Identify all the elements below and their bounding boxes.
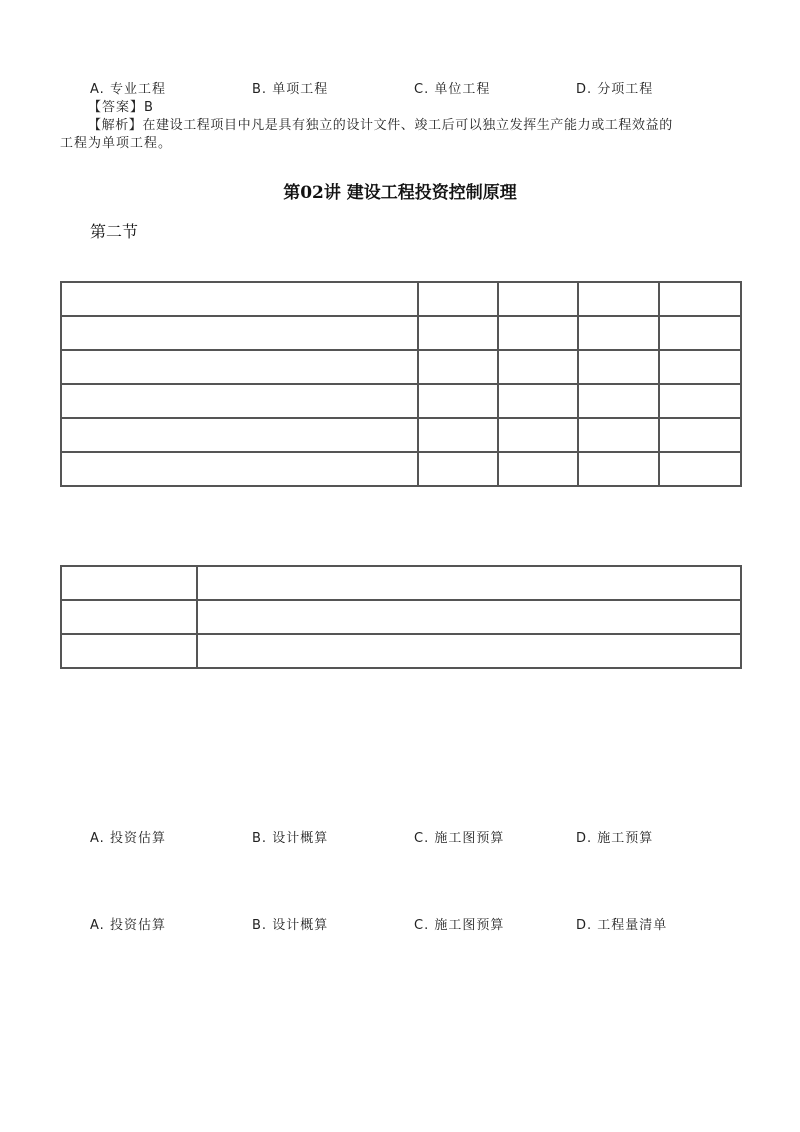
analysis-line-2: 工程为单项工程。	[60, 136, 173, 151]
table-cell	[578, 282, 659, 316]
table-cell	[498, 384, 578, 418]
table-cell	[578, 316, 659, 350]
table-cell	[578, 384, 659, 418]
q3-option-d	[576, 914, 667, 933]
option-letter: B.	[252, 918, 268, 933]
table-row	[61, 566, 741, 600]
table-cell	[61, 600, 197, 634]
table-cell	[418, 384, 498, 418]
option-letter: A.	[90, 82, 105, 97]
q2-option-b	[252, 827, 328, 846]
option-text: 设计概算	[272, 831, 329, 846]
option-text: 施工图预算	[434, 918, 505, 933]
option-text: 设计概算	[272, 918, 329, 933]
table-row	[61, 282, 741, 316]
table-cell	[61, 350, 418, 384]
table-cell	[61, 566, 197, 600]
q1-option-a	[90, 78, 166, 97]
table-1	[60, 281, 742, 487]
table-cell	[659, 350, 741, 384]
option-text: 单项工程	[272, 82, 329, 97]
table-cell	[61, 452, 418, 486]
analysis-line-1: 【解析】在建设工程项目中凡是具有独立的设计文件、竣工后可以独立发挥生产能力或工程效益的	[88, 118, 673, 133]
table-cell	[418, 418, 498, 452]
option-letter: C.	[414, 918, 430, 933]
table-cell	[61, 316, 418, 350]
table-row	[61, 634, 741, 668]
option-text: 单位工程	[434, 82, 491, 97]
table-cell	[197, 566, 741, 600]
option-letter: A.	[90, 918, 105, 933]
table-cell	[498, 316, 578, 350]
table-cell	[197, 600, 741, 634]
q1-option-c	[414, 78, 490, 97]
table-cell	[659, 384, 741, 418]
table-cell	[61, 634, 197, 668]
option-letter: C.	[414, 831, 430, 846]
table-cell	[578, 418, 659, 452]
option-text: 施工预算	[597, 831, 654, 846]
option-letter: B.	[252, 82, 268, 97]
option-text: 施工图预算	[434, 831, 505, 846]
table-row	[61, 350, 741, 384]
table-2	[60, 565, 742, 669]
table-cell	[61, 282, 418, 316]
section-title: 第二节	[90, 222, 139, 241]
option-letter: C.	[414, 82, 430, 97]
answer-line: 【答案】B	[88, 100, 154, 115]
table-cell	[659, 418, 741, 452]
table-row	[61, 600, 741, 634]
q2-option-d	[576, 827, 653, 846]
option-letter: A.	[90, 831, 105, 846]
q1-option-d	[576, 78, 653, 97]
option-text: 投资估算	[109, 918, 166, 933]
option-letter: D.	[576, 831, 593, 846]
table-cell	[659, 282, 741, 316]
option-letter: B.	[252, 831, 268, 846]
table-cell	[197, 634, 741, 668]
table-cell	[659, 316, 741, 350]
q2-option-c	[414, 827, 504, 846]
table-row	[61, 452, 741, 486]
table-cell	[498, 282, 578, 316]
lecture-title: 第02讲 建设工程投资控制原理	[283, 183, 517, 203]
q3-option-a	[90, 914, 166, 933]
table-row	[61, 384, 741, 418]
table-cell	[418, 282, 498, 316]
table-cell	[578, 350, 659, 384]
table-row	[61, 418, 741, 452]
table-cell	[498, 350, 578, 384]
option-letter: D.	[576, 918, 593, 933]
option-text: 专业工程	[109, 82, 166, 97]
option-text: 投资估算	[109, 831, 166, 846]
table-cell	[61, 384, 418, 418]
table-cell	[418, 350, 498, 384]
q2-option-a	[90, 827, 166, 846]
option-text: 分项工程	[597, 82, 654, 97]
option-letter: D.	[576, 82, 593, 97]
q3-option-c	[414, 914, 504, 933]
table-cell	[659, 452, 741, 486]
table-cell	[61, 418, 418, 452]
table-cell	[578, 452, 659, 486]
table-cell	[498, 452, 578, 486]
table-cell	[498, 418, 578, 452]
option-text: 工程量清单	[597, 918, 668, 933]
q3-option-b	[252, 914, 328, 933]
table-row	[61, 316, 741, 350]
table-cell	[418, 316, 498, 350]
table-cell	[418, 452, 498, 486]
q1-option-b	[252, 78, 328, 97]
